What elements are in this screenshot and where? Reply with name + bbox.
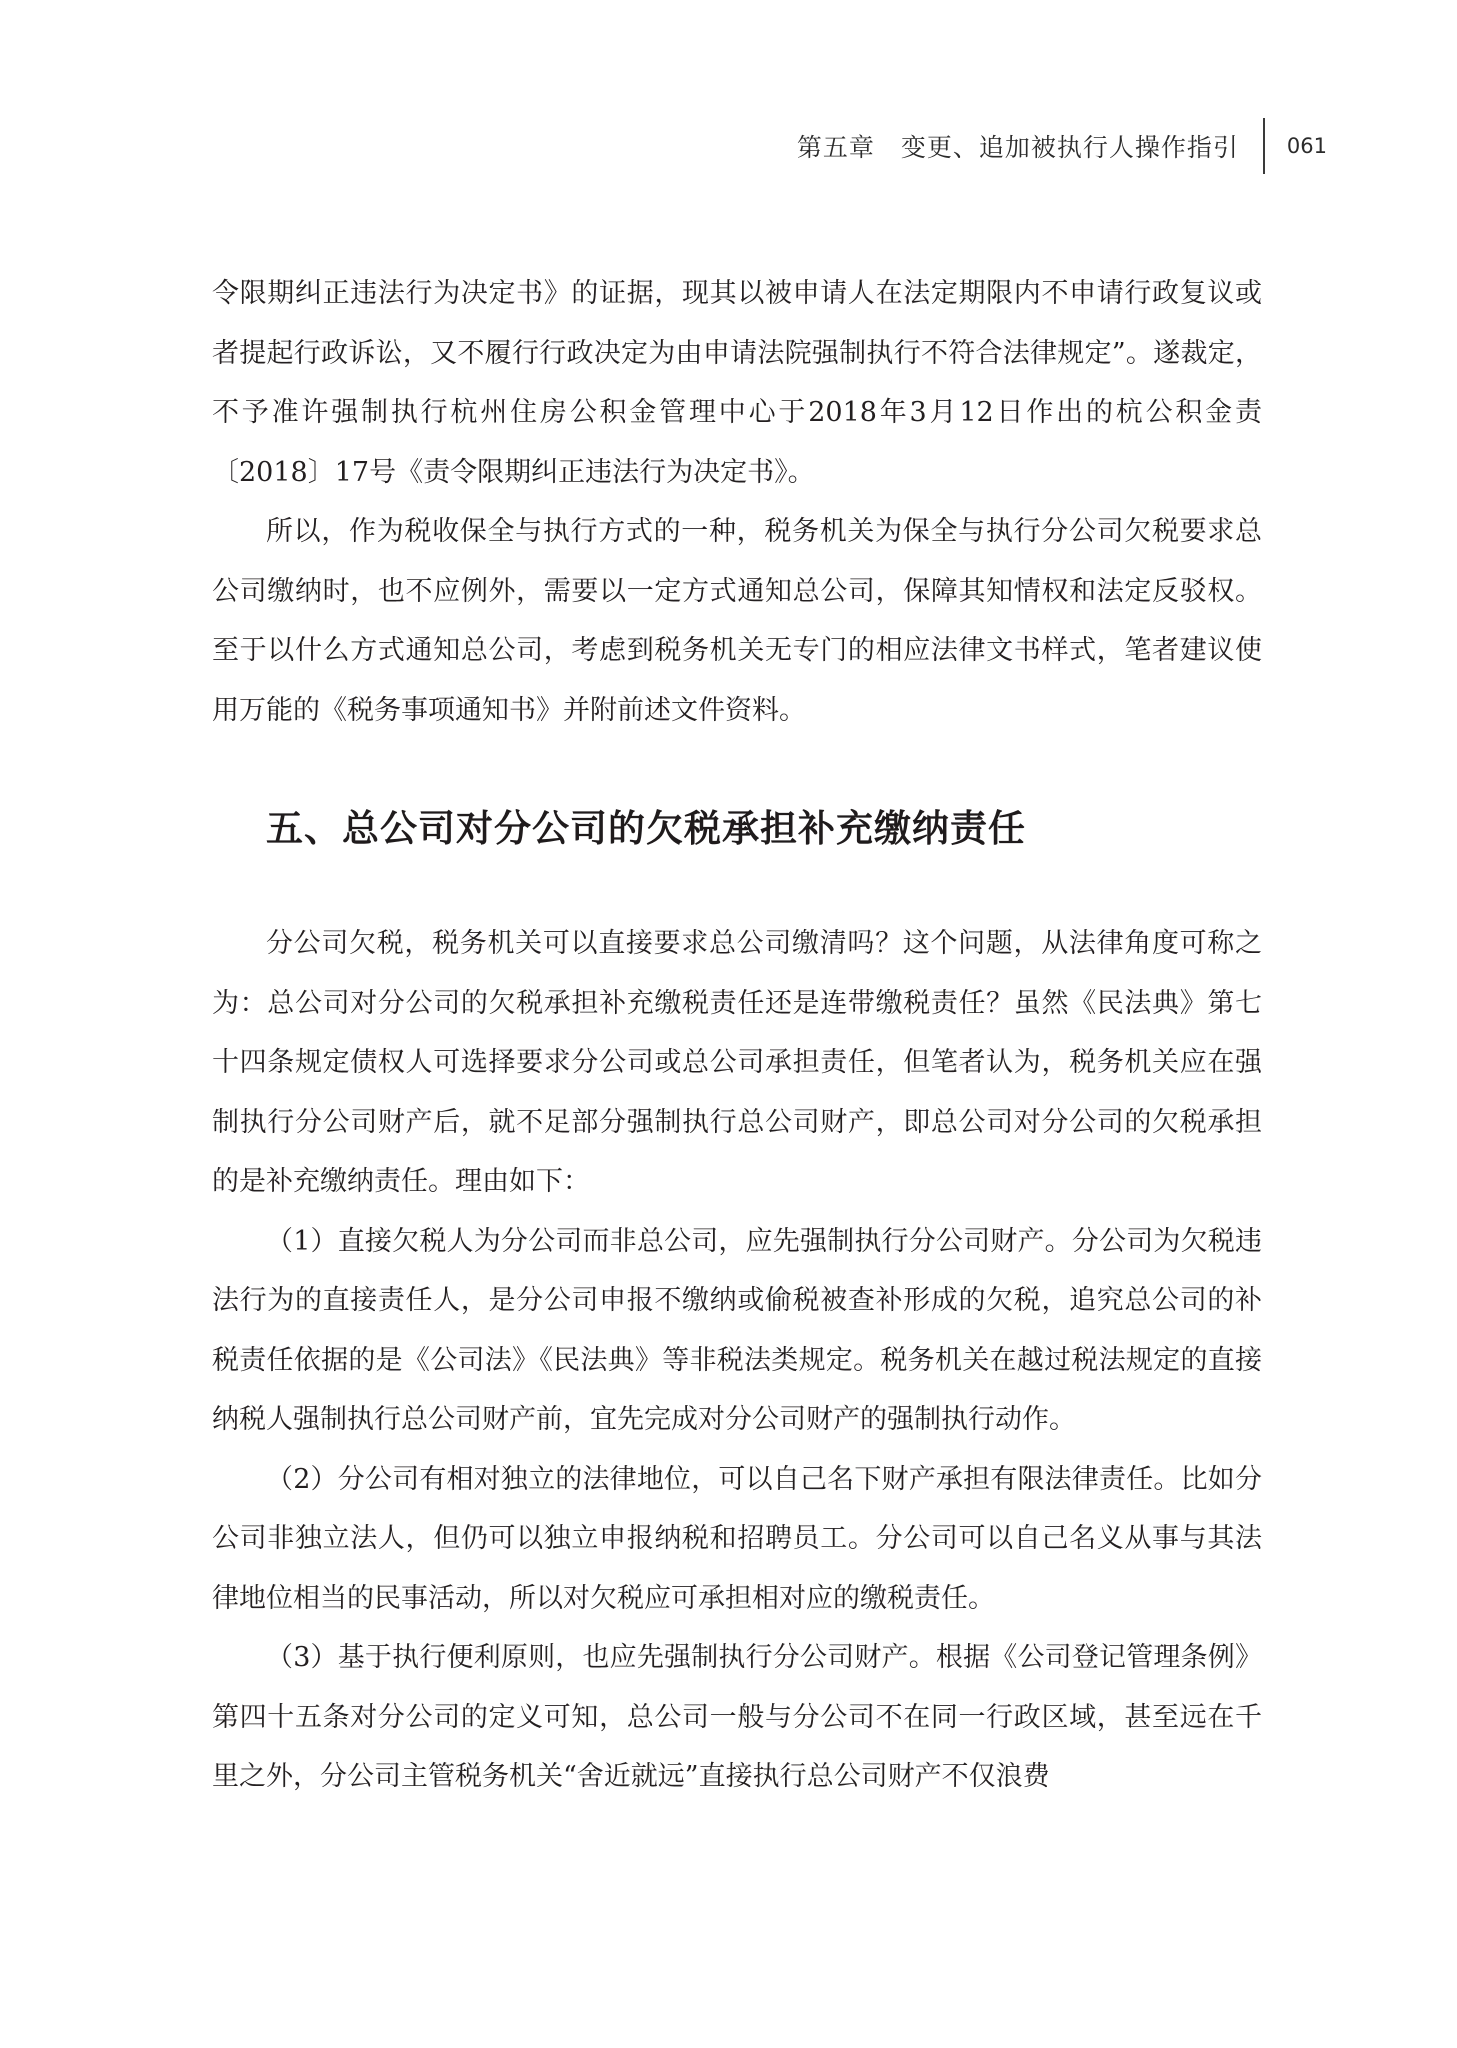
- lower-body-text: [212, 914, 1262, 1807]
- upper-body-text: [212, 264, 1262, 740]
- reason-paragraph-2: （2）分公司有相对独立的法律地位，可以自己名下财产承担有限法律责任。比如分公司非独立法人，但仍可以独立申报纳税和招聘员工。分公司可以自己名义从事与其法律地位相当的民事活动，所以对欠税应可承担相对应的缴税责任。: [212, 1463, 1262, 1614]
- body-paragraph: 所以，作为税收保全与执行方式的一种，税务机关为保全与执行分公司欠税要求总公司缴纳时，也不应例外，需要以一定方式通知总公司，保障其知情权和法定反驳权。至于以什么方式通知总公司，考虑到税务机关无专门的相应法律文书样式，笔者建议使用万能的《税务事项通知书》并附前述文件资料。: [212, 516, 1262, 726]
- running-header: [797, 118, 1327, 174]
- chapter-title: 第五章 变更、追加被执行人操作指引: [796, 133, 1239, 162]
- body-paragraph: 分公司欠税，税务机关可以直接要求总公司缴清吗？这个问题，从法律角度可称之为：总公司对分公司的欠税承担补充缴税责任还是连带缴税责任？虽然《民法典》第七十四条规定债权人可选择要求分公司或总公司承担责任，但笔者认为，税务机关应在强制执行分公司财产后，就不足部分强制执行总公司财产，即总公司对分公司的欠税承担的是补充缴纳责任。理由如下：: [212, 928, 1262, 1197]
- reason-paragraph-1: （1）直接欠税人为分公司而非总公司，应先强制执行分公司财产。分公司为欠税违法行为的直接责任人，是分公司申报不缴纳或偷税被查补形成的欠税，追究总公司的补税责任依据的是《公司法》《民法典》等非税法类规定。税务机关在越过税法规定的直接纳税人强制执行总公司财产前，宜先完成对分公司财产的强制执行动作。: [212, 1225, 1262, 1435]
- continued-paragraph: 令限期纠正违法行为决定书》的证据，现其以被申请人在法定期限内不申请行政复议或者提起行政诉讼，又不履行行政决定为由申请法院强制执行不符合法律规定”。遂裁定，不予准许强制执行杭州住房公积金管理中心于2018年3月12日作出的杭公积金责〔2018〕17号《责令限期纠正违法行为决定书》。: [212, 278, 1262, 488]
- page-number: 061: [1286, 134, 1327, 158]
- section-heading: 五、总公司对分公司的欠税承担补充缴纳责任: [266, 807, 1026, 850]
- reason-paragraph-3: （3）基于执行便利原则，也应先强制执行分公司财产。根据《公司登记管理条例》第四十五条对分公司的定义可知，总公司一般与分公司不在同一行政区域，甚至远在千里之外，分公司主管税务机关“舍近就远”直接执行总公司财产不仅浪费: [212, 1642, 1262, 1792]
